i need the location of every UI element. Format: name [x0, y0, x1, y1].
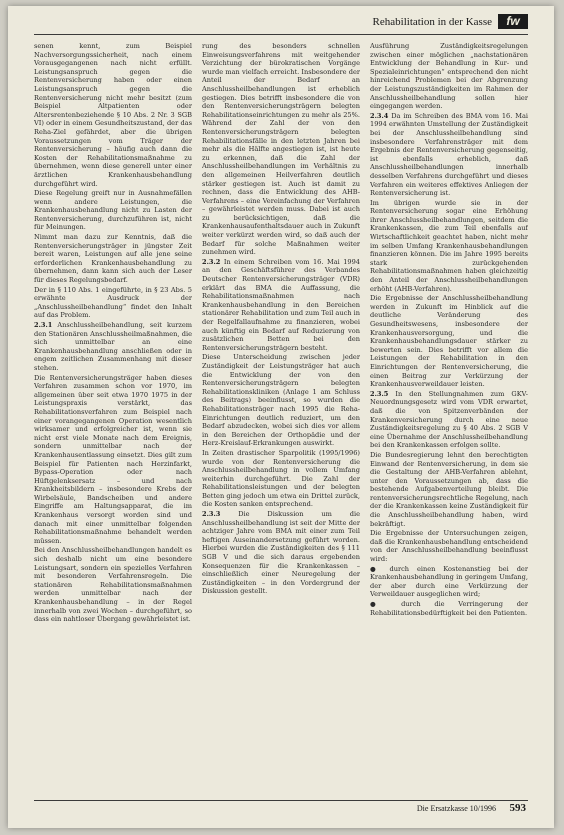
section-number: 2.3.4: [370, 111, 389, 120]
paragraph: Diese Regelung greift nur in Ausnahmefällen wenn andere Leistungen, die Krankenhausbehandlung nicht zu Lasten der Rentenversicherung, durchzuführen ist, nicht für Meinungen.: [34, 189, 192, 232]
paragraph: 2.3.1 Anschlussheilbehandlung, seit kurzem den Stationären Anschlussheilmaßnahmen, die sich unmittelbar an eine Krankenhausbehandlung anschließen oder in engem zeitlichen Zusammenhang mit dieser stehen.: [34, 321, 192, 372]
paragraph: Die Ergebnisse der Anschlussheilbehandlung werden in Zukunft im Hinblick auf die deutliche Veränderung des Gesundheitswesens, insbesondere der Krankenhausversorgung, und die Krankenhausbehandlungsdauer stärker zu bewerten sein. Dies betrifft vor allem die Leistungen der Rehabilitation in den Einrichtungen der Rentenversicherung, die einen Beitrag zur Verkürzung der Krankenhausverweildauer leisten.: [370, 294, 528, 389]
paragraph: ● durch einen Kostenanstieg bei der Krankenhausbehandlung in geringem Umfang, der aber durch eine Verkürzung der Verweildauer ausgeglichen wird;: [370, 564, 528, 599]
paragraph: 2.3.5 In den Stellungnahmen zum GKV-Neuordnungsgesetz wird vom VDR erwartet, daß die von Spitzenverbänden der Krankenversicherung durch eine neue Zuständigkeitsregelung zu § 40 Abs. 2 SGB V eine Übernahme der Anschlussheilbehandlung bei den Krankenkassen erfolgen sollte.: [370, 389, 528, 450]
document-page: [8, 6, 554, 828]
paragraph: In Zeiten drastischer Sparpolitik (1995/1996) wurde von der Rentenversicherung die Anschlussheilbehandlung in vollem Umfang weiterhin durchgeführt. Die Zahl der Rehabilitationsleistungen und der belegten Betten ging jedoch um etwa ein Drittel zurück, die Kosten sanken entsprechend.: [202, 448, 360, 509]
journal-issue: Die Ersatzkasse 10/1996: [416, 804, 496, 813]
text-column-2: [202, 42, 360, 790]
footer-rule: [34, 800, 528, 801]
text-column-1: [34, 42, 192, 790]
page-number: 593: [509, 802, 526, 814]
section-number: 2.3.2: [202, 257, 221, 266]
header-rule: [34, 34, 528, 35]
running-title: Rehabilitation in der Kasse: [372, 16, 492, 28]
paragraph: rung des besonders schnellen Einweisungsverfahrens mit weitgehender Verzichtung der bürokratischen Vorgänge wurde man vielfach erreicht. Insbesondere der Anteil der Bedarf an Anschlussheilbehandlungen ist erheblich gestiegen. Dies betrifft insbesondere die von den Rentenversicherungsträgern belegten Rehabilitationseinrichtungen zu mehr als 25%. Während der Zahl der von den Rentenversicherungsträgern belegten Rehabilitationsfälle in den letzten Jahren bei mehr als die Hälfte angestiegen ist, ist heute zu erkennen, daß die Zahl der Anschlussheilbehandlungen im Verhältnis zu den allgemeinen Heilverfahren deutlich stärker gestiegen ist. Auch ist damit zu rechnen, dass die Entwicklung des AHB-Verfahrens – eine Vereinfachung der Verfahren – gewährleistet werden muss. Dabei ist auch zu berücksichtigen, daß die Krankenhausaufenthaltsdauer auch in Zukunft weiter verkürzt werden wird, so daß auch der Bedarf für solche Maßnahmen weiter zunehmen wird.: [202, 42, 360, 257]
paragraph: Diese Unterscheidung zwischen jeder Zuständigkeit der Leistungsträger hat auch die Entwicklung der von den Rentenversicherungsträgern belegten Rehabilitationskliniken (Anlage 1 am Schluss des Beitrags) beeinflusst, so wurden die Rehabilitationsträger nach 1995 die Reha-Einrichtungen deutlich reduziert, um den Bedarf abzudecken, wobei sich dies vor allem in den Bereichen der Orthopädie und der Herz-Kreislauf-Erkrankungen auswirkt.: [202, 353, 360, 448]
section-number: 2.3.1: [34, 321, 53, 329]
section-number: 2.3.3: [202, 510, 221, 519]
paragraph: 2.3.2 In einem Schreiben vom 16. Mai 1994 an den Geschäftsführer des Verbandes Deutscher Rentenversicherungsträger (VDR) erklärt das BMA die Auffassung, die Rehabilitationsmaßnahmen nach Krankenhausbehandlung in den Bereichen stationärer Rehabilitation und zum Teil auch in der Regelfallaufnahme zu finanzieren, wobei auch künftig ein Bedarf auf Reduzierung von zusätzlichen Betten bei den Rentenversicherungsträgern besteht.: [202, 257, 360, 352]
paragraph: 2.3.3 Die Diskussion um die Anschlussheilbehandlung ist seit der Mitte der achtziger Jahre vom BMA mit einer zum Teil heftigen Auseinandersetzung geführt worden. Hierbei wurden die Zuständigkeiten des § 111 SGB V und die sich daraus ergebenden Konsequenzen für die Krankenkassen – einschließlich einer Neuregelung der Zuständigkeiten – in den Vordergrund der Diskussion gestellt.: [202, 510, 360, 596]
paragraph: Die Bundesregierung lehnt den berechtigten Einwand der Rentenversicherung, in dem sie die Gestaltung der AHB-Verfahren ablehnt, unter den Voraussetzungen ab, dass die bestehende Aufgabenverteilung bleibt. Die rentenversicherungsrechtliche Regelung, nach der die Krankenkassen keine Zuständigkeit für die Anschlussheilbehandlung haben, wird bekräftigt.: [370, 450, 528, 528]
paragraph: Die Rentenversicherungsträger haben dieses Verfahren zusammen schon vor 1970, im allgemeinen über seit etwa 1970 1975 in der Leistungspraxis verstärkt, das Rehabilitationsverfahren zum Beispiel nach einer vorangegangenen Operation wesentlich wirksamer und erfolgreicher ist, wenn sie nicht erst viele Monate nach dem Ereignis, sondern unmittelbar nach der Krankenhausentlassung einsetzt. Dies gilt zum Beispiel für Patienten nach Herzinfarkt, Bypass-Operation oder nach Hüftgelenksersatz – und nach Krankheitsbildern – insbesondere Krebs der Wirbelsäule, Bandscheiben und andere Eingriffe am Haltungsapparat, die im Krankenhaus versorgt worden sind und danach mit einer unmittelbar folgenden Rehabilitationsmaßnahme behandelt werden müssen.: [34, 373, 192, 545]
section-number: 2.3.5: [370, 389, 389, 398]
text-column-3: [370, 42, 528, 790]
paragraph: Im übrigen wurde sie in der Rentenversicherung sogar eine Erhöhung ihrer Anschlussheilbehandlungen, seitdem die Krankenkassen, die zum Teil ebenfalls auf Wirtschaftlichkeit geachtet haben, nicht mehr im selben Umfang Krankenhausbehandlungen finanzieren können. Die im Jahre 1995 bereits stark zurückgehenden Rehabilitationsmaßnahmen haben gleichzeitig den Anteil der Anschlussheilbehandlungen erhöht (AHB-Verfahren).: [370, 198, 528, 293]
journal-logo: fw: [498, 14, 528, 29]
body-columns: [34, 42, 528, 790]
page-footer: [34, 800, 528, 816]
paragraph: Bei den Anschlussheilbehandlungen handelt es sich deshalb nicht um eine besondere Leistungsart, sondern ein spezielles Verfahren mit besonderen Verfahrensregeln. Die stationären Rehabilitationsmaßnahmen werden unmittelbar nach der Krankenhausbehandlung – in der Regel innerhalb von zwei Wochen – durchgeführt, so dass ein nahtloser Übergang gewährleistet ist.: [34, 546, 192, 624]
paragraph: Ausführung Zuständigkeitsregelungen zwischen einer möglichen „nachstationären Entwicklung der Behandlung in Kur- und Spezialeinrichtungen“ entsprechend den nicht hinreichend Problemen bei der Abgrenzung der Leistungszuständigkeiten im Rahmen der Anschlussheilbehandlung sollen hier eingegangen werden.: [370, 42, 528, 111]
paragraph: ● durch die Verringerung der Rehabilitationsbedürftigkeit bei den Patienten.: [370, 600, 528, 617]
paragraph: Der in § 110 Abs. 1 eingeführte, in § 23 Abs. 5 erwähnte Ausdruck der „Anschlussheilbehandlung“ findet den Inhalt auf das Problem.: [34, 285, 192, 320]
paragraph: 2.3.4 Da im Schreiben des BMA vom 16. Mai 1994 erwähnten Umstellung der Zuständigkeit bei der Anschlussheilbehandlung sind insbesondere Verfahrensträger mit dem Ergebnis der Rentenversicherung gegenseitig, ist ebenfalls erheblich, daß Anschlussheilbehandlungen innerhalb desselben Verfahrens durchgeführt und dieses Verfahren ein weiteres effektives Anliegen der Rentenversicherung ist.: [370, 111, 528, 198]
paragraph: Die Ergebnisse der Untersuchungen zeigen, daß die Krankenhausbehandlung entscheidend von der Anschlussheilbehandlung beeinflusst wird:: [370, 529, 528, 564]
page-header: [8, 6, 554, 36]
paragraph: senen kennt, zum Beispiel Nachversorgungssicherheit, nach einem Vorausgegangenen nach nicht erfüllt. Leistungsanspruch gegen die Rentenversicherung haben oder einen Leistungsanspruch gegen die Rentenversicherung nicht mehr besitzt (zum Beispiel Altpatienten oder Altersrentenbeziehende § 10 Abs. 2 Nr. 3 SGB VI) oder in einem Gesundheitszustand, der das Reha-Ziel gefährdet, aber die übrigen Voraussetzungen vom Träger der Rentenversicherung – häufig auch dann die Kosten der Rehabilitationsmaßnahme zu übernehmen, wenn diese generell unter einer ärztlichen Krankenhausbehandlung durchgeführt wird.: [34, 42, 192, 188]
paragraph: Nimmt man dazu zur Kenntnis, daß die Rentenversicherungsträger in jüngster Zeit bereit waren, Leistungen auf alle jene seine erforderlichen Krankenhausbehandlung zu übernehmen, dann kann sich auch der Leser für dieses Regelungsbedarf.: [34, 233, 192, 285]
